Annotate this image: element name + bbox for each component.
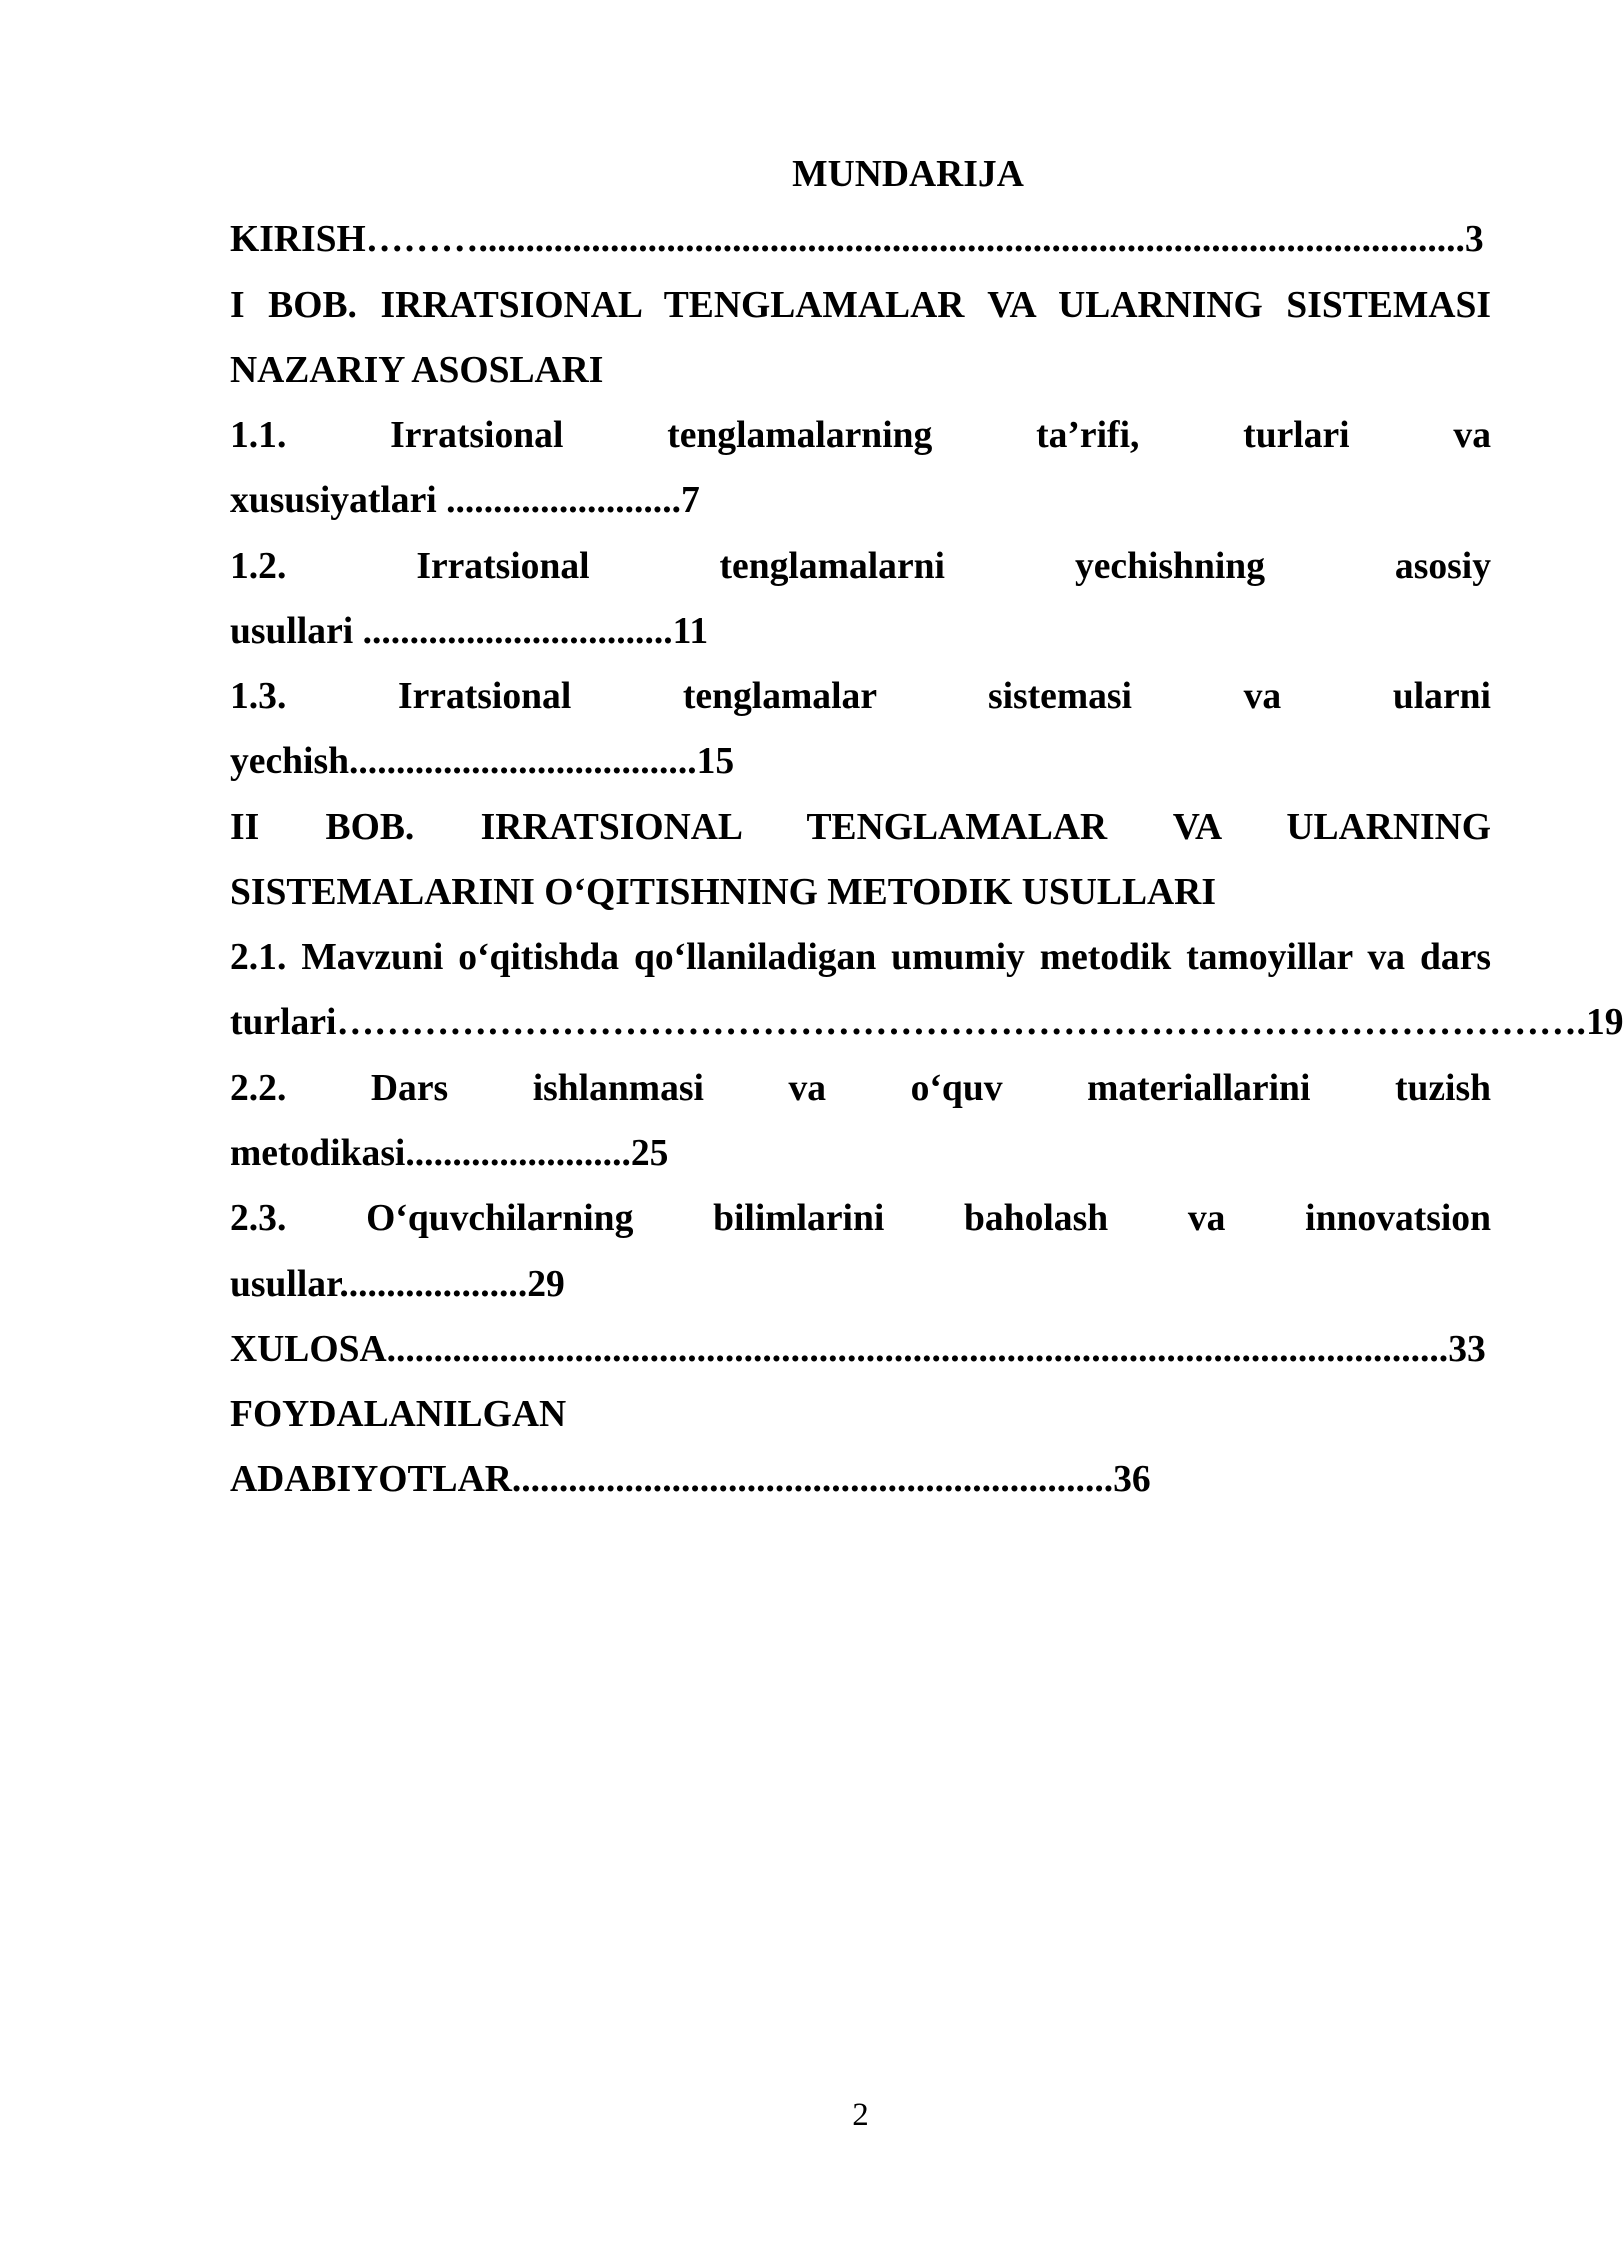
toc-line — [230, 1382, 1491, 1447]
toc-page-ref: 11 — [672, 610, 709, 652]
toc-line: 1.3. Irratsional tenglamalar sistemasi va ularni — [230, 676, 1491, 718]
dot-leader: ......................................................................................................... — [478, 219, 1465, 261]
toc-heading: MUNDARIJA — [792, 154, 1024, 195]
dot-leader: ................................................................ — [511, 1459, 1114, 1501]
dot-leader: ………………………………………………………………………………………. — [336, 1002, 1586, 1044]
toc-line — [230, 990, 1624, 1055]
toc-entry-title: usullari — [230, 610, 363, 652]
toc-line — [230, 1447, 1491, 1512]
toc-entry-title: ADABIYOTLAR — [230, 1459, 512, 1501]
toc-entry-xulosa — [230, 1317, 1491, 1382]
toc-entry-title: FOYDALANILGAN — [230, 1394, 567, 1436]
toc-entry-title: KIRISH……… — [230, 219, 479, 261]
table-of-contents — [230, 142, 1624, 1513]
dot-leader: ..................................... — [349, 741, 697, 783]
toc-line — [230, 338, 1491, 403]
toc-line — [230, 599, 1491, 664]
dot-leader: ......................... — [446, 480, 681, 522]
toc-entry-chapter-2 — [230, 795, 1491, 926]
toc-page-ref: 25 — [630, 1132, 669, 1174]
toc-entry-title: metodikasi — [230, 1132, 406, 1174]
toc-line — [230, 468, 1491, 533]
toc-line: 1.1. Irratsional tenglamalarning ta’rifi, turlari va — [230, 415, 1491, 457]
toc-line: 2.3. O‘quvchilarning bilimlarini baholash va innovatsion — [230, 1198, 1491, 1240]
toc-entry-title: turlari — [230, 1002, 337, 1044]
toc-entry-title: yechish — [230, 741, 350, 783]
dot-leader: ................................. — [362, 610, 673, 652]
toc-entry-1-3 — [230, 664, 1491, 795]
toc-line: 2.2. Dars ishlanmasi va o‘quv materiallarini tuzish — [230, 1067, 1491, 1109]
toc-line — [230, 207, 1491, 272]
toc-page-ref: 3 — [1464, 219, 1484, 261]
toc-page-ref: 7 — [681, 480, 700, 522]
toc-entry-title: xususiyatlari — [230, 480, 447, 522]
toc-line: 2.1. Mavzuni o‘qitishda qo‘llaniladigan umumiy metodik tamoyillar va dars — [230, 937, 1491, 979]
toc-page-ref: 33 — [1448, 1328, 1486, 1370]
toc-page-ref: 36 — [1113, 1459, 1151, 1501]
page-number: 2 — [852, 2097, 869, 2133]
toc-entry-2-3 — [230, 1186, 1491, 1317]
toc-entry-references — [230, 1382, 1491, 1513]
toc-line — [230, 1121, 1491, 1186]
toc-page-ref: 19 — [1585, 1002, 1624, 1044]
toc-line — [230, 860, 1491, 925]
toc-line — [230, 1317, 1491, 1382]
toc-line: 1.2. Irratsional tenglamalarni yechishning asosiy — [230, 545, 1491, 587]
toc-entry-chapter-1 — [230, 273, 1491, 404]
dot-leader: .................... — [339, 1263, 528, 1305]
toc-entry-1-2 — [230, 534, 1491, 665]
toc-entry-title: XULOSA — [230, 1328, 387, 1370]
toc-entry-kirish — [230, 207, 1491, 272]
toc-entry-2-2 — [230, 1056, 1491, 1187]
toc-entry-title: NAZARIY ASOSLARI — [230, 349, 604, 391]
toc-line: II BOB. IRRATSIONAL TENGLAMALAR VA ULARNING — [230, 806, 1491, 848]
toc-page-ref: 29 — [527, 1263, 565, 1305]
toc-entry-1-1 — [230, 403, 1491, 534]
dot-leader: ................................................................................................................. — [386, 1328, 1449, 1370]
toc-line: I BOB. IRRATSIONAL TENGLAMALAR VA ULARNING SISTEMASI — [230, 284, 1491, 326]
toc-line — [230, 1252, 1491, 1317]
toc-entry-title: usullar — [230, 1263, 340, 1305]
toc-page-ref: 15 — [696, 741, 735, 783]
dot-leader: ........................ — [405, 1132, 631, 1174]
toc-line — [230, 729, 1491, 794]
toc-entry-2-1 — [230, 925, 1624, 1056]
toc-entry-title: SISTEMALARINI O‘QITISHNING METODIK USULLARI — [230, 871, 1216, 913]
